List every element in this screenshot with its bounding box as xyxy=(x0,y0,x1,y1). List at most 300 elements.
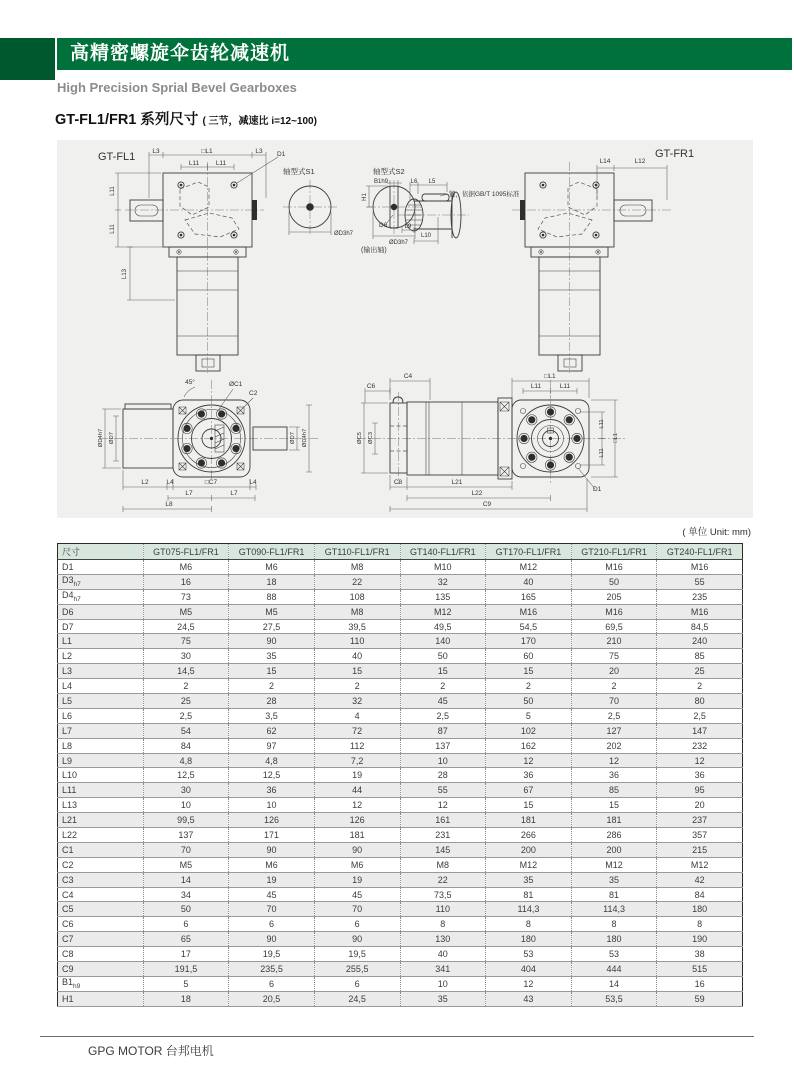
dimensions-table-wrap xyxy=(57,543,743,1007)
table-row xyxy=(58,574,743,589)
dim-value-cell: M6 xyxy=(314,857,400,872)
dim-value-cell: 2,5 xyxy=(143,708,229,723)
dim-value-cell: 19,5 xyxy=(314,947,400,962)
dim-value-cell: 2,5 xyxy=(571,708,657,723)
dim-value-cell: 35 xyxy=(486,872,572,887)
dim-row-label: L5 xyxy=(58,694,144,709)
dim-value-cell: 181 xyxy=(314,828,400,843)
dim-label: L11 xyxy=(559,383,571,390)
dim-value-cell: 30 xyxy=(143,649,229,664)
dim-value-cell: 18 xyxy=(143,991,229,1006)
dim-value-cell: 19 xyxy=(314,768,400,783)
dim-row-label: $D3_{h7}$ xyxy=(58,574,144,589)
dim-value-cell: 235,5 xyxy=(229,962,315,977)
dim-label: L3 xyxy=(255,148,263,155)
dim-value-cell: 54 xyxy=(143,723,229,738)
dim-label: L21 xyxy=(451,479,463,486)
dim-value-cell: 50 xyxy=(400,649,486,664)
dim-value-cell: 24,5 xyxy=(314,991,400,1006)
dim-value-cell: 6 xyxy=(314,976,400,991)
dim-value-cell: 110 xyxy=(400,902,486,917)
dim-label: ØC1 xyxy=(229,381,243,388)
dim-value-cell: 181 xyxy=(486,813,572,828)
dim-value-cell: 39,5 xyxy=(314,619,400,634)
dim-value-cell: 81 xyxy=(486,887,572,902)
dim-value-cell: 35 xyxy=(400,991,486,1006)
dim-value-cell: 88 xyxy=(229,589,315,604)
dim-label: □L1 xyxy=(201,148,213,155)
dim-row-label: L3 xyxy=(58,664,144,679)
table-row xyxy=(58,738,743,753)
dim-value-cell: M12 xyxy=(657,857,743,872)
dim-value-cell: 70 xyxy=(314,902,400,917)
table-row xyxy=(58,619,743,634)
dim-value-cell: 215 xyxy=(657,842,743,857)
dim-value-cell: 191,5 xyxy=(143,962,229,977)
col-header: GT170-FL1/FR1 xyxy=(486,544,572,560)
dim-row-label: L1 xyxy=(58,634,144,649)
dim-value-cell: 181 xyxy=(571,813,657,828)
series-name: GT-FL1/FR1 系列尺寸 xyxy=(55,112,199,128)
dim-value-cell: 110 xyxy=(314,634,400,649)
dim-value-cell: 12,5 xyxy=(229,768,315,783)
table-row xyxy=(58,723,743,738)
col-header: GT075-FL1/FR1 xyxy=(143,544,229,560)
dim-value-cell: 10 xyxy=(400,753,486,768)
dim-value-cell: 2 xyxy=(314,679,400,694)
dim-value-cell: 20,5 xyxy=(229,991,315,1006)
dim-value-cell: 65 xyxy=(143,932,229,947)
dim-label: 轴型式S2 xyxy=(373,167,405,176)
table-row xyxy=(58,872,743,887)
table-row xyxy=(58,679,743,694)
dim-value-cell: 70 xyxy=(143,842,229,857)
dim-value-cell: 16 xyxy=(143,574,229,589)
dim-label: L2 xyxy=(141,479,149,486)
dim-value-cell: 84,5 xyxy=(657,619,743,634)
dim-value-cell: M8 xyxy=(400,857,486,872)
dim-value-cell: 12 xyxy=(486,976,572,991)
dim-label: C4 xyxy=(403,373,413,380)
dim-value-cell: 73 xyxy=(143,589,229,604)
gt-fr1-drawing xyxy=(512,162,671,373)
dim-label: L3 xyxy=(152,148,160,155)
dim-value-cell: 5 xyxy=(486,708,572,723)
dim-value-cell: 10 xyxy=(400,976,486,991)
dim-value-cell: M5 xyxy=(229,604,315,619)
dim-value-cell: 12 xyxy=(314,798,400,813)
dim-value-cell: 171 xyxy=(229,828,315,843)
dim-value-cell: 34 xyxy=(143,887,229,902)
dim-label: C9 xyxy=(482,501,492,508)
dim-label: H1 xyxy=(362,193,368,201)
dim-value-cell: 50 xyxy=(486,694,572,709)
dim-value-cell: 25 xyxy=(657,664,743,679)
dim-value-cell: 90 xyxy=(229,634,315,649)
dim-value-cell: 161 xyxy=(400,813,486,828)
dim-row-label: L2 xyxy=(58,649,144,664)
table-row xyxy=(58,813,743,828)
dim-value-cell: 2 xyxy=(657,679,743,694)
dim-value-cell: 108 xyxy=(314,589,400,604)
dim-value-cell: 50 xyxy=(143,902,229,917)
table-row xyxy=(58,947,743,962)
dim-label: ØC5 xyxy=(357,432,363,444)
dim-value-cell: 135 xyxy=(400,589,486,604)
dim-row-label: D6 xyxy=(58,604,144,619)
dim-value-cell: M6 xyxy=(143,560,229,575)
dim-value-cell: 237 xyxy=(657,813,743,828)
dim-label: ØC3 xyxy=(368,432,374,444)
dim-row-label: $B1_{h9}$ xyxy=(58,976,144,991)
dim-label: (输出轴) xyxy=(361,247,387,254)
dim-value-cell: 170 xyxy=(486,634,572,649)
dim-row-label: C8 xyxy=(58,947,144,962)
dim-value-cell: 15 xyxy=(229,664,315,679)
col-header: GT110-FL1/FR1 xyxy=(314,544,400,560)
dim-value-cell: 12 xyxy=(657,753,743,768)
table-row xyxy=(58,634,743,649)
dim-value-cell: 5 xyxy=(143,976,229,991)
dim-value-cell: 200 xyxy=(486,842,572,857)
dim-value-cell: 87 xyxy=(400,723,486,738)
table-row xyxy=(58,917,743,932)
dim-value-cell: 12 xyxy=(571,753,657,768)
dim-value-cell: M6 xyxy=(229,857,315,872)
table-row xyxy=(58,664,743,679)
dim-value-cell: 2 xyxy=(229,679,315,694)
dim-value-cell: 75 xyxy=(571,649,657,664)
dim-value-cell: 84 xyxy=(143,738,229,753)
section-note: ( 三节，减速比 i=12~100) xyxy=(202,116,317,127)
dim-value-cell: 2,5 xyxy=(657,708,743,723)
dim-label: L11 xyxy=(110,186,116,196)
dim-label: 45° xyxy=(185,379,195,386)
dim-value-cell: 32 xyxy=(400,574,486,589)
dim-row-label: C5 xyxy=(58,902,144,917)
table-header-row xyxy=(58,544,743,560)
dim-value-cell: 4,8 xyxy=(229,753,315,768)
dim-value-cell: 50 xyxy=(571,574,657,589)
dim-label: L8 xyxy=(165,501,173,508)
dim-label: L11 xyxy=(599,448,605,458)
col-header: GT090-FL1/FR1 xyxy=(229,544,315,560)
dim-value-cell: 45 xyxy=(229,887,315,902)
dim-value-cell: 44 xyxy=(314,783,400,798)
footer-brand: GPG MOTOR 台邦电机 xyxy=(88,1044,214,1058)
dim-value-cell: 40 xyxy=(486,574,572,589)
dim-value-cell: 19 xyxy=(314,872,400,887)
dim-label: L12 xyxy=(634,158,646,165)
dim-value-cell: M16 xyxy=(657,604,743,619)
dim-row-label: C4 xyxy=(58,887,144,902)
dim-value-cell: 62 xyxy=(229,723,315,738)
dim-value-cell: 42 xyxy=(657,872,743,887)
table-row xyxy=(58,842,743,857)
dim-value-cell: 85 xyxy=(657,649,743,664)
dim-value-cell: 145 xyxy=(400,842,486,857)
dim-value-cell: 114,3 xyxy=(571,902,657,917)
dim-value-cell: 7,2 xyxy=(314,753,400,768)
dim-value-cell: 22 xyxy=(314,574,400,589)
footer-divider xyxy=(40,1036,754,1037)
dim-value-cell: 75 xyxy=(143,634,229,649)
dim-value-cell: 84 xyxy=(657,887,743,902)
dim-value-cell: M5 xyxy=(143,604,229,619)
dim-label: D6 xyxy=(379,222,388,229)
dim-value-cell: 2 xyxy=(400,679,486,694)
table-row xyxy=(58,708,743,723)
dim-value-cell: 2 xyxy=(486,679,572,694)
dim-value-cell: 20 xyxy=(657,798,743,813)
dim-row-label: L11 xyxy=(58,783,144,798)
dim-label: C6 xyxy=(366,383,376,390)
table-row xyxy=(58,962,743,977)
dim-value-cell: 22 xyxy=(400,872,486,887)
dim-value-cell: M10 xyxy=(400,560,486,575)
dim-value-cell: 2 xyxy=(143,679,229,694)
dim-value-cell: M12 xyxy=(400,604,486,619)
table-row xyxy=(58,902,743,917)
dim-label: D1 xyxy=(277,151,286,158)
dim-value-cell: 8 xyxy=(486,917,572,932)
dim-value-cell: 180 xyxy=(486,932,572,947)
dim-value-cell: 8 xyxy=(400,917,486,932)
dim-value-cell: 140 xyxy=(400,634,486,649)
dim-value-cell: 235 xyxy=(657,589,743,604)
dim-value-cell: 231 xyxy=(400,828,486,843)
side-view-drawing xyxy=(357,378,625,512)
dim-label: GT-FL1 xyxy=(98,151,136,163)
table-row xyxy=(58,589,743,604)
dim-value-cell: 95 xyxy=(657,783,743,798)
dim-value-cell: 6 xyxy=(143,917,229,932)
dim-value-cell: M12 xyxy=(486,857,572,872)
dim-value-cell: 55 xyxy=(657,574,743,589)
dim-label: ØD7 xyxy=(290,432,296,444)
dim-label: ØD3h7 xyxy=(334,231,354,237)
dim-label: L4 xyxy=(166,479,174,486)
dim-value-cell: 4,8 xyxy=(143,753,229,768)
dim-value-cell: 90 xyxy=(229,842,315,857)
dim-value-cell: 97 xyxy=(229,738,315,753)
dim-row-label: L8 xyxy=(58,738,144,753)
dim-row-label: D7 xyxy=(58,619,144,634)
dim-label: L11 xyxy=(215,160,227,167)
dim-label: D1 xyxy=(593,486,602,493)
dim-row-label: L7 xyxy=(58,723,144,738)
dim-value-cell: 202 xyxy=(571,738,657,753)
dim-value-cell: 53 xyxy=(486,947,572,962)
dimensions-table xyxy=(57,543,743,1007)
dim-value-cell: 17 xyxy=(143,947,229,962)
dim-value-cell: 81 xyxy=(571,887,657,902)
table-row xyxy=(58,887,743,902)
table-row xyxy=(58,991,743,1006)
col-header: GT210-FL1/FR1 xyxy=(571,544,657,560)
drawing-panel xyxy=(57,140,753,518)
dim-value-cell: 112 xyxy=(314,738,400,753)
dim-value-cell: 15 xyxy=(400,664,486,679)
dim-label: ØD4h7 xyxy=(302,428,308,448)
dim-value-cell: 19 xyxy=(229,872,315,887)
unit-note: ( 单位 Unit: mm) xyxy=(682,527,751,538)
dim-value-cell: 126 xyxy=(229,813,315,828)
dim-row-label: L13 xyxy=(58,798,144,813)
dim-value-cell: 4 xyxy=(314,708,400,723)
dim-row-label: C9 xyxy=(58,962,144,977)
dim-value-cell: 43 xyxy=(486,991,572,1006)
dim-row-label: C1 xyxy=(58,842,144,857)
dim-label: ØD4h7 xyxy=(98,428,104,448)
technical-drawings xyxy=(57,140,753,518)
dim-value-cell: 190 xyxy=(657,932,743,947)
dim-label: L5 xyxy=(428,179,436,185)
dim-value-cell: M16 xyxy=(486,604,572,619)
dim-label: L11 xyxy=(530,383,542,390)
dim-value-cell: 126 xyxy=(314,813,400,828)
dim-label: L6 xyxy=(410,179,418,185)
dim-value-cell: 19,5 xyxy=(229,947,315,962)
dim-value-cell: 12,5 xyxy=(143,768,229,783)
dim-value-cell: 14 xyxy=(571,976,657,991)
dim-row-label: L21 xyxy=(58,813,144,828)
dim-label: ØD3h7 xyxy=(389,240,409,246)
dim-value-cell: 162 xyxy=(486,738,572,753)
dim-value-cell: 2 xyxy=(571,679,657,694)
dim-value-cell: 14 xyxy=(143,872,229,887)
dim-value-cell: M16 xyxy=(571,560,657,575)
page-title: 高精密螺旋伞齿轮减速机 xyxy=(70,43,291,64)
banner-accent-block xyxy=(0,38,55,80)
dim-value-cell: 28 xyxy=(229,694,315,709)
dim-value-cell: 14,5 xyxy=(143,664,229,679)
dim-value-cell: 127 xyxy=(571,723,657,738)
dim-value-cell: 165 xyxy=(486,589,572,604)
dim-value-cell: 59 xyxy=(657,991,743,1006)
dim-value-cell: 72 xyxy=(314,723,400,738)
dim-value-cell: 18 xyxy=(229,574,315,589)
table-row xyxy=(58,857,743,872)
table-row xyxy=(58,976,743,991)
dim-row-label: L10 xyxy=(58,768,144,783)
table-row xyxy=(58,604,743,619)
dim-label: L11 xyxy=(188,160,200,167)
table-row xyxy=(58,932,743,947)
table-row xyxy=(58,828,743,843)
dim-label: L7 xyxy=(185,490,193,497)
dim-value-cell: 45 xyxy=(400,694,486,709)
dim-value-cell: 232 xyxy=(657,738,743,753)
dim-value-cell: 40 xyxy=(400,947,486,962)
dim-label: B1h9 xyxy=(373,179,388,185)
dim-value-cell: 10 xyxy=(143,798,229,813)
dim-value-cell: 54,5 xyxy=(486,619,572,634)
dim-label: C2 xyxy=(249,390,258,397)
dim-value-cell: 6 xyxy=(229,976,315,991)
dim-value-cell: 15 xyxy=(486,664,572,679)
dim-value-cell: 357 xyxy=(657,828,743,843)
dim-value-cell: 38 xyxy=(657,947,743,962)
dim-value-cell: M5 xyxy=(143,857,229,872)
dim-label: L10 xyxy=(420,233,432,239)
dim-value-cell: 102 xyxy=(486,723,572,738)
dim-value-cell: M8 xyxy=(314,560,400,575)
dim-value-cell: 24,5 xyxy=(143,619,229,634)
dim-value-cell: 200 xyxy=(571,842,657,857)
dim-value-cell: 255,5 xyxy=(314,962,400,977)
dim-label: □C7 xyxy=(204,479,218,486)
dim-value-cell: 70 xyxy=(229,902,315,917)
dim-value-cell: 210 xyxy=(571,634,657,649)
page-banner xyxy=(57,38,792,70)
dim-label: C8 xyxy=(393,479,403,486)
page-subtitle: High Precision Sprial Bevel Gearboxes xyxy=(57,80,297,95)
dim-value-cell: 36 xyxy=(486,768,572,783)
dim-label: □L1 xyxy=(613,433,619,443)
dim-value-cell: 8 xyxy=(657,917,743,932)
table-row xyxy=(58,560,743,575)
dim-value-cell: 32 xyxy=(314,694,400,709)
dim-value-cell: 55 xyxy=(400,783,486,798)
dim-value-cell: M12 xyxy=(571,857,657,872)
dim-value-cell: 180 xyxy=(571,932,657,947)
dim-value-cell: 515 xyxy=(657,962,743,977)
dim-value-cell: 25 xyxy=(143,694,229,709)
dim-value-cell: 67 xyxy=(486,783,572,798)
dim-value-cell: 35 xyxy=(229,649,315,664)
front-view-drawing xyxy=(99,380,319,512)
dim-row-label: $D4_{h7}$ xyxy=(58,589,144,604)
table-row xyxy=(58,694,743,709)
dim-value-cell: 6 xyxy=(229,917,315,932)
dim-label: L11 xyxy=(110,224,116,234)
dim-value-cell: 36 xyxy=(571,768,657,783)
dim-value-cell: 99,5 xyxy=(143,813,229,828)
dim-row-label: L9 xyxy=(58,753,144,768)
dim-value-cell: 73,5 xyxy=(400,887,486,902)
dim-row-label: C2 xyxy=(58,857,144,872)
section-title xyxy=(55,108,317,129)
dim-value-cell: 35 xyxy=(571,872,657,887)
dim-value-cell: 30 xyxy=(143,783,229,798)
col-header: 尺寸 xyxy=(58,544,144,560)
dim-value-cell: 137 xyxy=(143,828,229,843)
dim-value-cell: 80 xyxy=(657,694,743,709)
dim-value-cell: 15 xyxy=(314,664,400,679)
dim-value-cell: 53,5 xyxy=(571,991,657,1006)
dim-label: ØD7 xyxy=(109,432,115,444)
dim-label: GT-FR1 xyxy=(655,148,695,160)
dim-value-cell: 90 xyxy=(229,932,315,947)
dim-value-cell: 3,5 xyxy=(229,708,315,723)
dim-value-cell: 266 xyxy=(486,828,572,843)
dim-label: L13 xyxy=(122,268,128,280)
dim-label: 轴型式S1 xyxy=(283,167,315,176)
table-row xyxy=(58,649,743,664)
dim-row-label: D1 xyxy=(58,560,144,575)
dim-value-cell: 53 xyxy=(571,947,657,962)
dim-label: L14 xyxy=(599,158,611,165)
dim-value-cell: 85 xyxy=(571,783,657,798)
dim-value-cell: 114,3 xyxy=(486,902,572,917)
dim-value-cell: 69,5 xyxy=(571,619,657,634)
dim-value-cell: M16 xyxy=(657,560,743,575)
dim-value-cell: 45 xyxy=(314,887,400,902)
dim-value-cell: 28 xyxy=(400,768,486,783)
dim-value-cell: M6 xyxy=(229,560,315,575)
dim-row-label: H1 xyxy=(58,991,144,1006)
